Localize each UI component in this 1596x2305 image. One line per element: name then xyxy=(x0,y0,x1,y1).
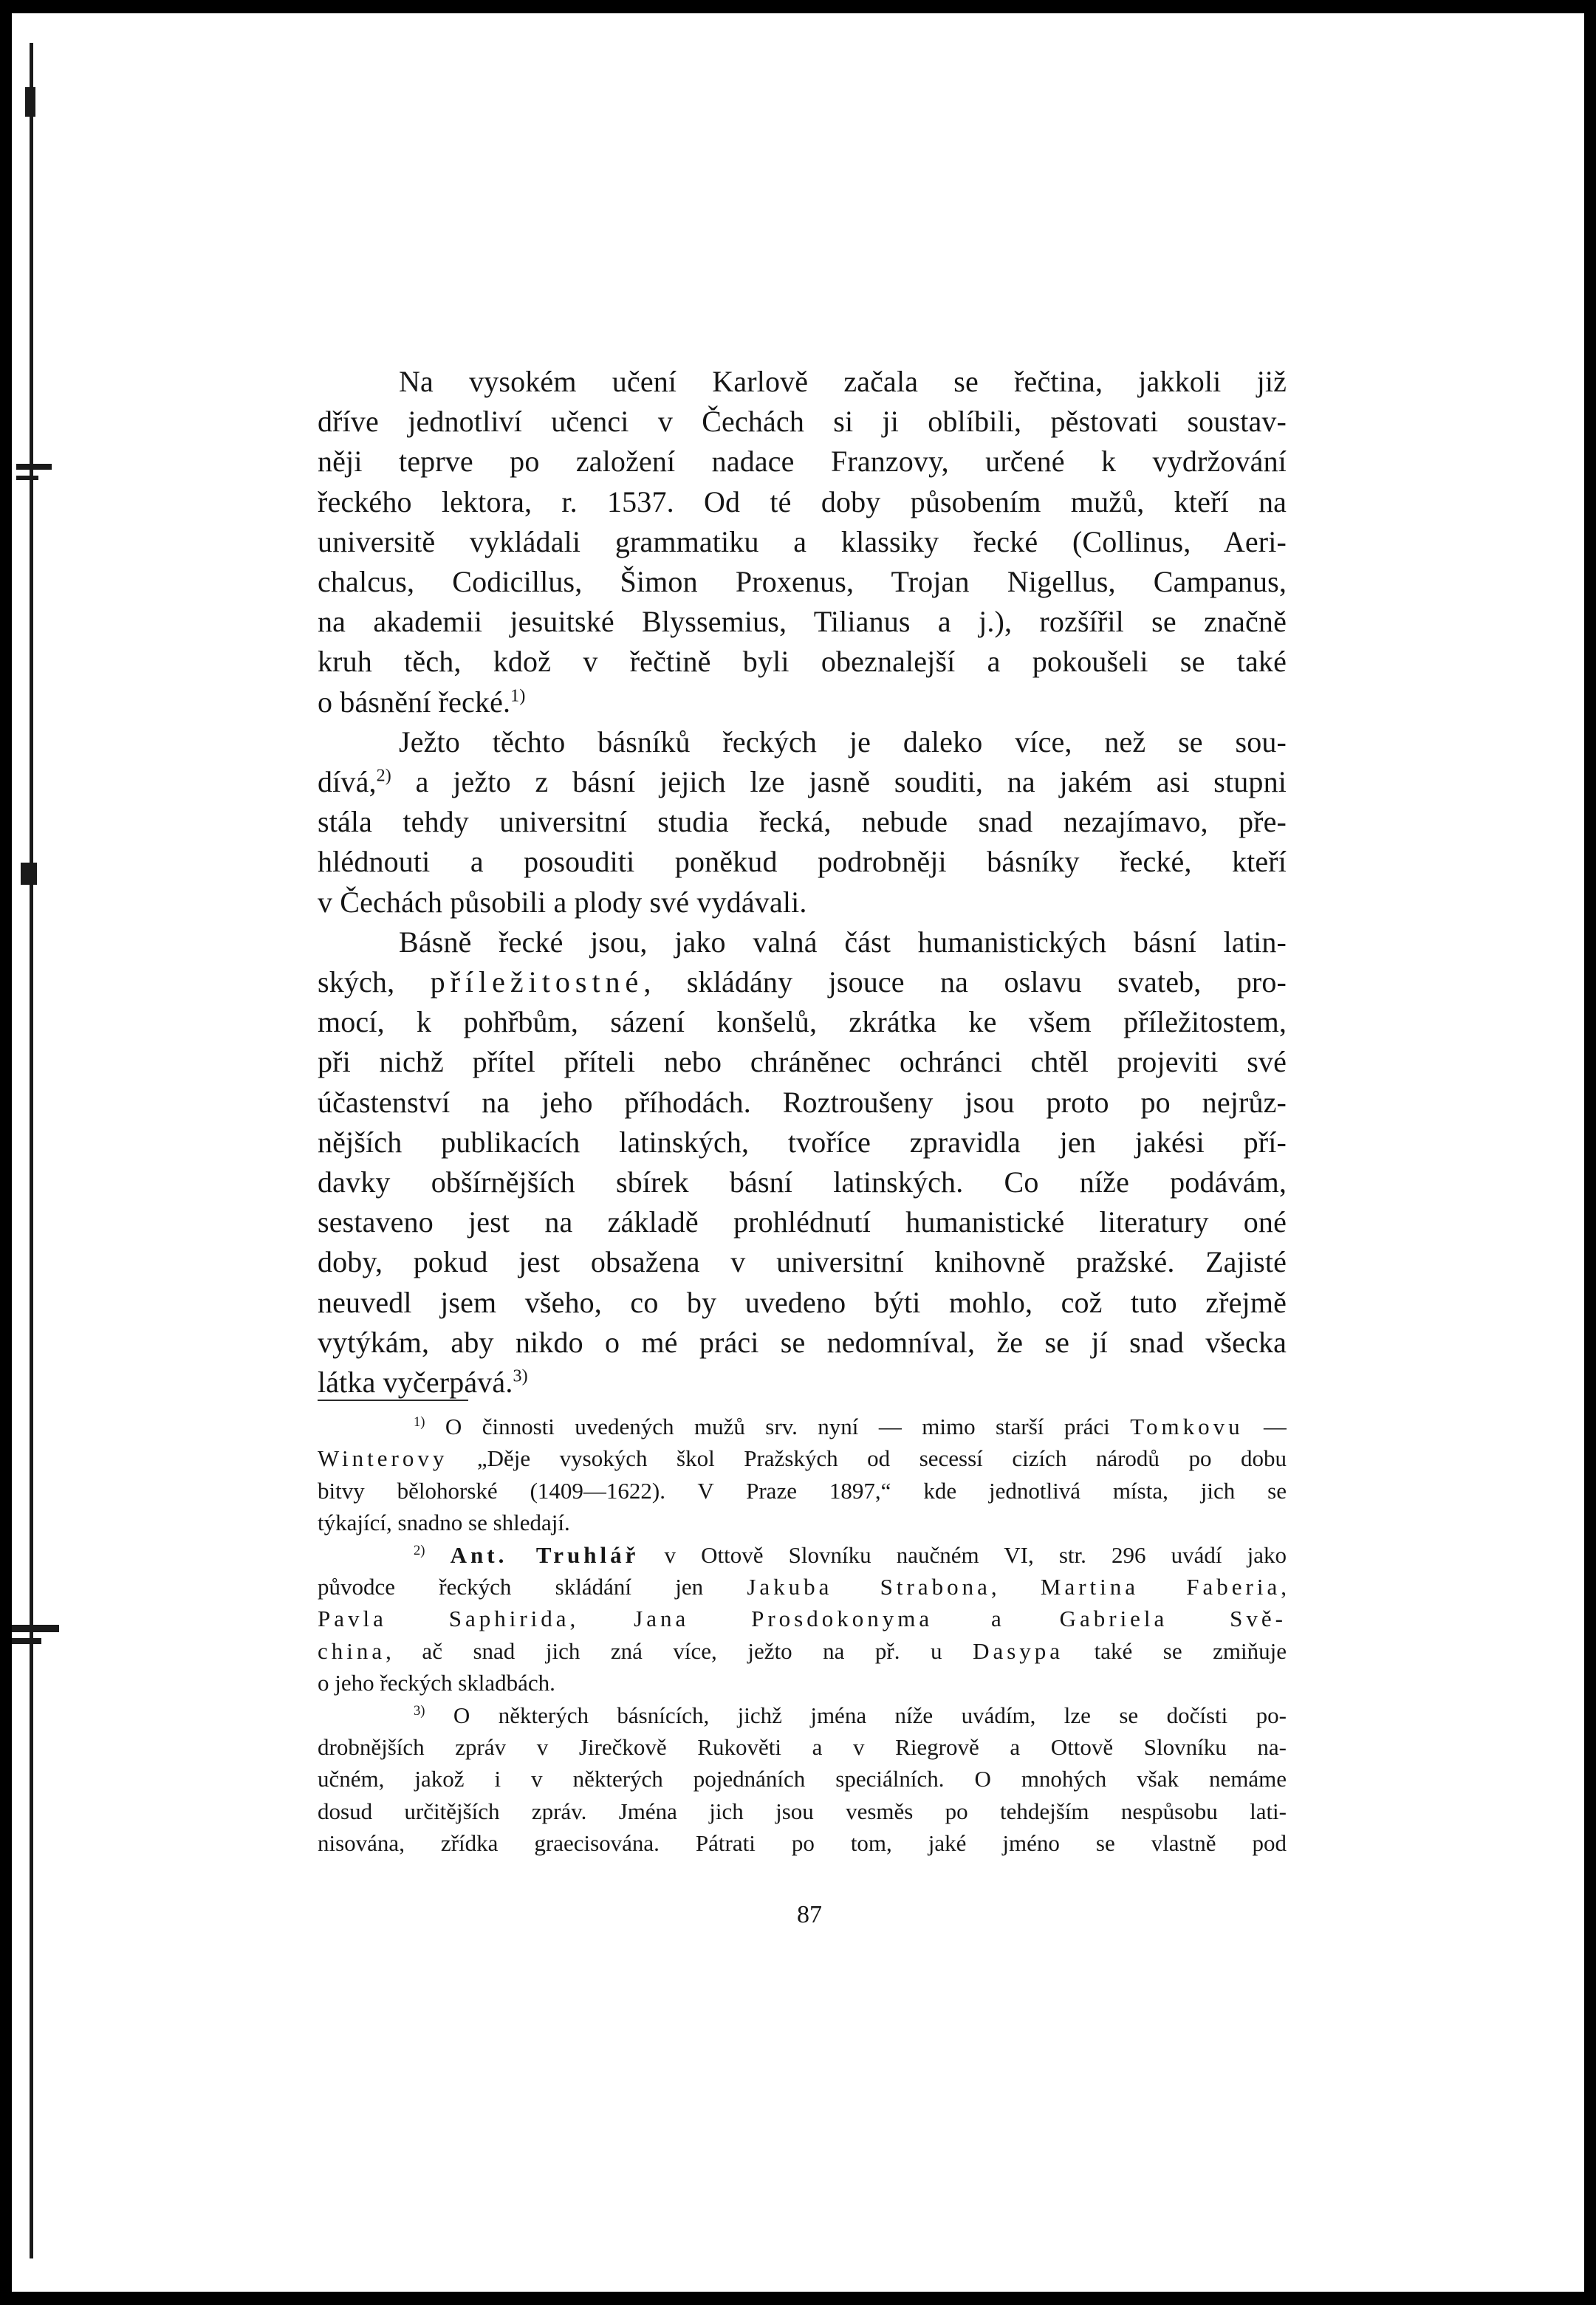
text-line: řeckého lektora, r. 1537. Od té doby působením mužů, kteří na xyxy=(318,484,1287,518)
footnote-marker: 1) xyxy=(414,1414,425,1430)
footnote-line: o jeho řeckých skladbách. xyxy=(318,1670,555,1696)
text-line: Na vysokém učení Karlově začala se řečtina, jakkoli již xyxy=(399,365,1287,398)
text-line: mocí, k pohřbům, sázení konšelů, zkrátka ke všem příležitostem, xyxy=(318,1005,1287,1039)
text-line: Básně řecké jsou, jako valná část humanistických básní latin- xyxy=(399,925,1287,959)
text-line: doby, pokud jest obsažena v universitní knihovně pražské. Zajisté xyxy=(318,1245,1287,1279)
text-fragment: o básnění řecké. xyxy=(318,685,511,719)
binding-mark xyxy=(16,464,52,470)
text-line xyxy=(318,962,1287,1002)
binding-mark xyxy=(12,1625,59,1632)
text-line: dříve jednotliví učenci v Čechách si ji oblíbili, pěstovati soustav- xyxy=(318,405,1287,439)
footnote-line: týkající, snadno se shledají. xyxy=(318,1510,570,1536)
text-fragment: a ježto z básní jejich lze jasně souditi, na jakém asi stupni xyxy=(391,765,1287,799)
text-fragment: původce řeckých skládání jen xyxy=(318,1574,747,1600)
book-page xyxy=(12,13,1584,2292)
spaced-emphasis: Winterovy xyxy=(318,1445,448,1472)
footnote-line: nisována, zřídka graecisována. Pátrati po tom, jaké jméno se vlastně pod xyxy=(318,1830,1287,1857)
page-number: 87 xyxy=(797,1901,822,1928)
spaced-emphasis: Jakuba Strabona xyxy=(747,1574,991,1600)
binding-mark xyxy=(21,863,37,885)
spaced-emphasis: Gabriela Svě- xyxy=(1059,1606,1287,1632)
footnote-line xyxy=(318,1411,1287,1442)
text-fragment: ských, xyxy=(318,965,431,999)
footnotes xyxy=(318,1411,1287,1860)
text-fragment: dívá, xyxy=(318,765,377,799)
footnote-line: dosud určitějších zpráv. Jména jich jsou vesměs po tehdejším nespůsobu lati- xyxy=(318,1798,1287,1824)
text-line: chalcus, Codicillus, Šimon Proxenus, Trojan Nigellus, Campanus, xyxy=(318,565,1287,599)
footnote-marker: 2) xyxy=(414,1542,425,1558)
footnote-line: drobnějších zpráv v Jirečkově Rukověti a v Riegrově a Ottově Slovníku na- xyxy=(318,1734,1287,1761)
text-line: sestaveno jest na základě prohlédnutí humanistické literatury oné xyxy=(318,1205,1287,1239)
text-line: na akademii jesuitské Blyssemius, Tilianus a j.), rozšířil se značně xyxy=(318,605,1287,639)
footnote-line xyxy=(318,1603,1287,1634)
text-fragment: také se zmiňuje xyxy=(1064,1637,1287,1664)
text-fragment: „Děje vysokých škol Pražských od secessí cizích národů po dobu xyxy=(448,1445,1287,1472)
text-line: stála tehdy universitní studia řecká, nebude snad nezajímavo, pře- xyxy=(318,805,1287,839)
footnote-line xyxy=(318,1539,1287,1571)
footnote-line xyxy=(318,1571,1287,1603)
footnote-ref-1: 1) xyxy=(510,686,526,706)
spaced-emphasis: china xyxy=(318,1637,386,1664)
paragraph-1 xyxy=(318,362,1287,722)
text-line: universitě vykládali grammatiku a klassiky řecké (Collinus, Aeri- xyxy=(318,524,1287,558)
spaced-emphasis: Dasypa xyxy=(973,1637,1064,1664)
text-fragment: O činnosti uvedených mužů srv. nyní — mimo starší práci xyxy=(425,1414,1131,1439)
footnote-line xyxy=(318,1699,1287,1731)
spaced-emphasis: Tomkovu xyxy=(1130,1414,1244,1439)
binding-mark xyxy=(25,87,35,117)
text-line: účastenství na jeho příhodách. Roztroušeny jsou proto po nejrůz- xyxy=(318,1085,1287,1119)
binding-mark xyxy=(12,1638,41,1644)
text-line: kruh těch, kdož v řečtině byli obeznalejší a pokoušeli se také xyxy=(318,645,1287,679)
text-line xyxy=(318,1363,1287,1402)
footnote-line: učném, jakož i v některých pojednáních speciálních. O mnohých však nemáme xyxy=(318,1766,1287,1792)
text-fragment: , xyxy=(569,1606,634,1632)
text-fragment: látka vyčerpává. xyxy=(318,1366,513,1400)
text-line: v Čechách působili a plody své vydávali. xyxy=(318,885,807,919)
binding-mark xyxy=(16,476,38,480)
text-fragment: , ač snad jich zná více, ježto na př. u xyxy=(386,1637,973,1664)
footnote-marker: 3) xyxy=(414,1702,425,1719)
binding-edge-line xyxy=(30,43,33,2258)
text-line: něji teprve po založení nadace Franzovy, určené k vydržování xyxy=(318,445,1287,479)
text-fragment: a xyxy=(933,1606,1060,1632)
text-line: davky obšírnějších sbírek básní latinských. Co níže podávám, xyxy=(318,1165,1287,1199)
spaced-emphasis: Ant. Truhlář xyxy=(450,1541,640,1568)
text-fragment: O některých básnících, jichž jména níže uvádím, lze se dočísti po- xyxy=(425,1702,1287,1728)
footnote-line: bitvy bělohorské (1409—1622). V Praze 1897,“ kde jednotlivá místa, jich se xyxy=(318,1477,1287,1504)
text-fragment: , xyxy=(990,1574,1041,1600)
text-line: při nichž přítel příteli nebo chráněnec ochránci chtěl projeviti své xyxy=(318,1045,1287,1079)
text-line: hlédnouti a posouditi poněkud podrobněji básníky řecké, kteří xyxy=(318,845,1287,879)
spaced-emphasis: příležitostné xyxy=(430,965,644,999)
paragraph-2 xyxy=(318,722,1287,922)
spaced-emphasis: Martina Faberia xyxy=(1040,1574,1281,1600)
text-line xyxy=(318,762,1287,802)
text-fragment: , xyxy=(1281,1574,1287,1600)
footnote-ref-2: 2) xyxy=(376,766,391,786)
text-fragment: v Ottově Slovníku naučném VI, str. 296 uvádí jako xyxy=(639,1541,1287,1568)
text-line: vytýkám, aby nikdo o mé práci se nedomníval, že se jí snad všecka xyxy=(318,1325,1287,1359)
footnote-2 xyxy=(318,1539,1287,1699)
text-line: nějších publikacích latinských, tvoříce zpravidla jen jakési pří- xyxy=(318,1125,1287,1159)
text-line: neuvedl jsem všeho, co by uvedeno býti mohlo, což tuto zřejmě xyxy=(318,1285,1287,1319)
main-text xyxy=(318,362,1287,1402)
spaced-emphasis: Pavla Saphirida xyxy=(318,1606,570,1632)
footnote-ref-3: 3) xyxy=(513,1366,528,1386)
footnote-3 xyxy=(318,1699,1287,1860)
footnote-line xyxy=(318,1635,1287,1667)
text-fragment: — xyxy=(1243,1414,1287,1439)
paragraph-3 xyxy=(318,922,1287,1402)
footnote-1 xyxy=(318,1411,1287,1539)
text-line: Ježto těchto básníků řeckých je daleko více, než se sou- xyxy=(399,725,1287,758)
text-line xyxy=(318,682,1287,722)
text-fragment: , skládány jsouce na oslavu svateb, pro- xyxy=(643,965,1287,999)
footnote-line xyxy=(318,1442,1287,1474)
spaced-emphasis: Jana Prosdokonyma xyxy=(634,1606,934,1632)
footnote-divider xyxy=(318,1400,468,1401)
